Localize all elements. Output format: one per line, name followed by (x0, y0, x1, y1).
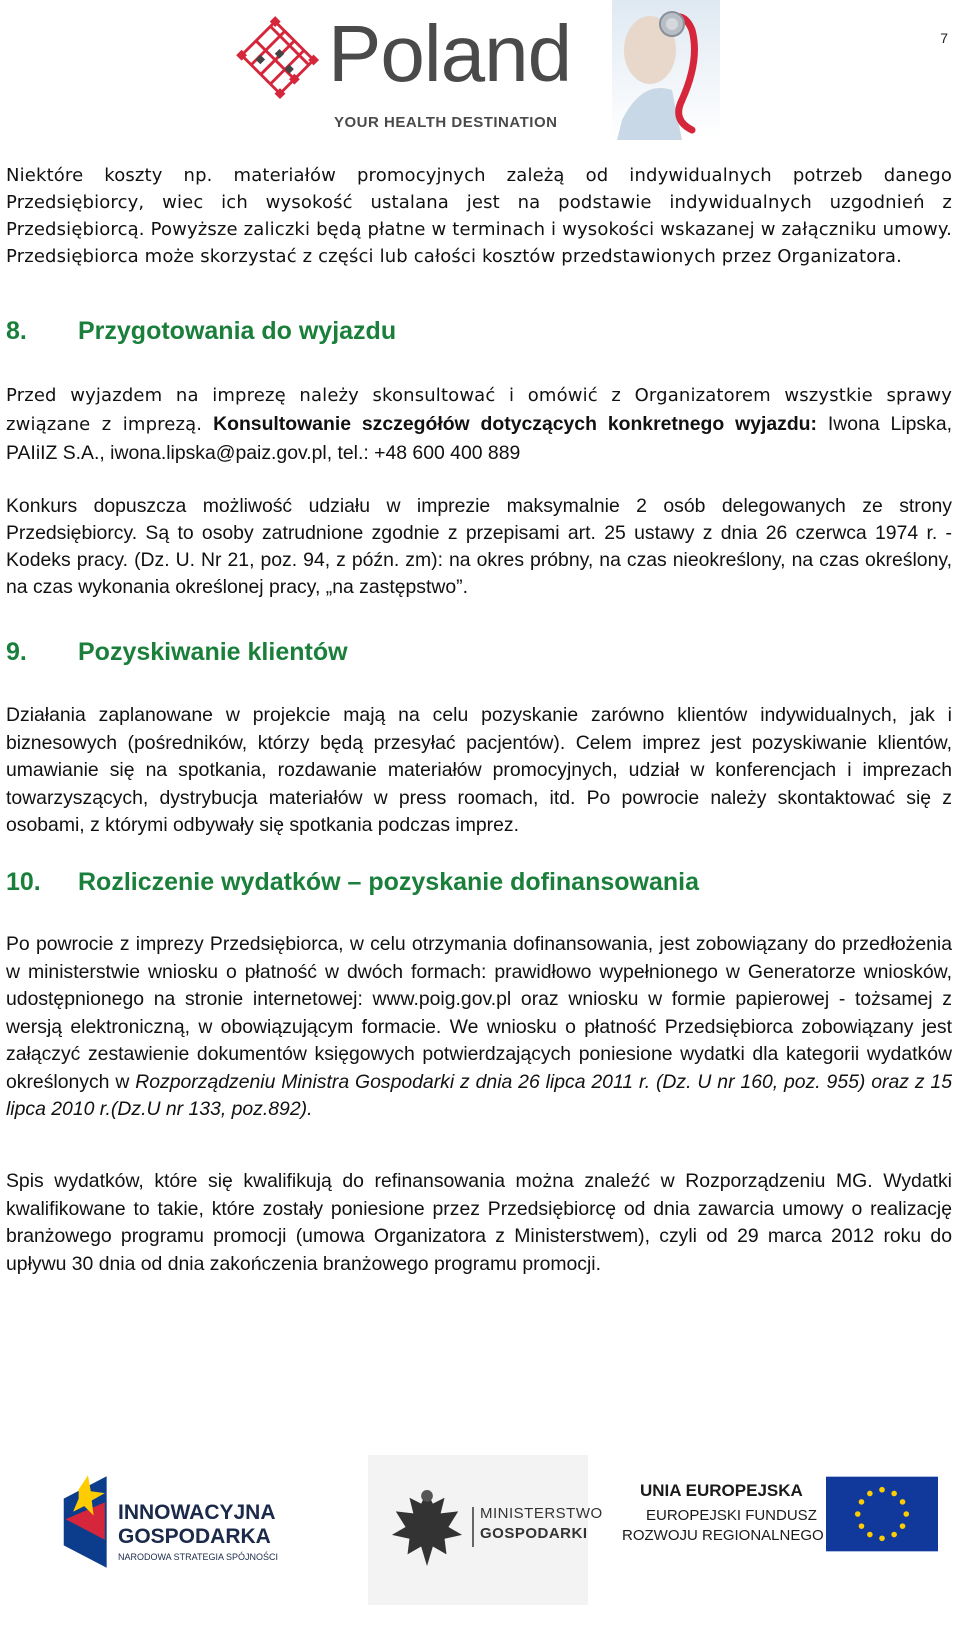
section-10-title: Rozliczenie wydatków – pozyskanie dofinansowania (78, 868, 699, 896)
ue-line-2: EUROPEJSKI FUNDUSZ (646, 1507, 817, 1524)
section-8-heading (6, 316, 396, 346)
section-10-regulation: Rozporządzeniu Ministra Gospodarki z dnia 26 lipca 2011 r. (Dz. U nr 160, poz. 955) oraz z 15 lipca 2010 r.(Dz.U nr 133, poz.892). (6, 1070, 952, 1120)
doctor-stethoscope-image (612, 0, 720, 140)
section-8-contact-label: Konsultowanie szczegółów dotyczących konkretnego wyjazdu: (213, 413, 817, 435)
polish-eagle-icon (388, 1483, 466, 1573)
section-9-title: Pozyskiwanie klientów (78, 638, 348, 666)
ministerstwo-gospodarki-logo (368, 1455, 603, 1605)
intro-paragraph: Niektóre koszty np. materiałów promocyjnych zależą od indywidualnych potrzeb danego Przedsiębiorcy, wiec ich wysokość ustalana jest na podstawie indywidualnych uzgodnień z Przedsiębiorcą. Powyższe zaliczki będą płatne w terminach i wysokości wskazanej w załączniku umowy. Przedsiębiorca może skorzystać z części lub całości kosztów przedstawionych przez Organizatora. (6, 165, 952, 267)
page-number: 7 (940, 30, 948, 46)
ig-shape-icon (60, 1467, 116, 1577)
section-9-number: 9. (6, 638, 27, 666)
section-9-heading (6, 637, 348, 667)
unia-europejska-logo (600, 1475, 940, 1595)
poland-health-logo (232, 8, 632, 136)
ig-line-2: GOSPODARKA (118, 1525, 271, 1548)
section-10-number: 10. (6, 868, 41, 896)
section-10-text: Po powrocie z imprezy Przedsiębiorca, w celu otrzymania dofinansowania, jest zobowiązany do przedłożenia w ministerstwie wniosku o płatność w dwóch formach: prawidłowo wypełnionego w Generatorze wniosków, udostępnionego na stronie internetowej: www.poig.gov.pl oraz wniosku w formie papierowej - tożsamej z wersją elektroniczną, w obowiązującym formacie. We wniosku o płatność Przedsiębiorca zobowiązany jest załączyć zestawienie dokumentów księgowych potwierdzających poniesione wydatki dla kategorii wydatków określonych w (6, 933, 952, 1093)
ue-line-3: ROZWOJU REGIONALNEGO (622, 1527, 824, 1544)
section-9-paragraph-1: Działania zaplanowane w projekcie mają na celu pozyskanie zarówno klientów indywidualnych, jak i biznesowych (pośredników, którzy będą przesyłać pacjentów). Celem imprez jest pozyskiwanie klientów, umawianie się na spotkania, rozdawanie materiałów promocyjnych, udział w konferencjach i imprezach towarzyszących, dystrybucja materiałów w press roomach, itd. Po powrocie należy skontaktować się z osobami, z którymi odbywały się spotkania podczas imprez. (6, 704, 952, 836)
section-8-paragraph-1 (6, 381, 952, 467)
section-8-number: 8. (6, 317, 27, 345)
ministry-divider (472, 1507, 474, 1547)
eu-flag-icon (826, 1475, 938, 1553)
section-10-paragraph-2: Spis wydatków, które się kwalifikują do refinansowania można znaleźć w Rozporządzeniu MG. Wydatki kwalifikowane to takie, które zostały poniesione przez Przedsiębiorcę od dnia zawarcia umowy o realizację branżowego programu promocji (umowa Organizatora z Ministerstwem), czyli od 29 marca 2012 roku do upływu 30 dnia od dnia zakończenia branżowego programu promocji. (6, 1170, 952, 1275)
logo-wordmark: Poland (328, 9, 572, 98)
ministry-line-1: MINISTERSTWO (480, 1505, 603, 1522)
section-8-text: Przed wyjazdem na imprezę należy skonsultować i omówić z Organizatorem wszystkie sprawy związane z imprezą. (6, 385, 952, 435)
ig-line-3: NARODOWA STRATEGIA SPÓJNOŚCI (118, 1552, 279, 1562)
ue-line-1: UNIA EUROPEJSKA (640, 1481, 803, 1500)
section-8-paragraph-2: Konkurs dopuszcza możliwość udziału w imprezie maksymalnie 2 osób delegowanych ze strony Przedsiębiorcy. Są to osoby zatrudnione zgodnie z przepisami art. 25 ustawy z dnia 26 czerwca 1974 r. - Kodeks pracy. (Dz. U. Nr 21, poz. 94, z późn. zm): na okres próbny, na czas nieokreślony, na czas określony, na czas wykonania określonej pracy, „na zastępstwo”. (6, 495, 952, 598)
section-10-paragraph-1 (6, 931, 952, 1124)
lattice-heart-icon (232, 12, 328, 108)
footer-logos (0, 1455, 960, 1643)
logo-tagline: YOUR HEALTH DESTINATION (334, 114, 558, 131)
section-8-title: Przygotowania do wyjazdu (78, 317, 397, 345)
section-8-contact: Iwona Lipska, PAIiIZ S.A., iwona.lipska@paiz.gov.pl, tel.: +48 600 400 889 (6, 413, 952, 464)
ig-line-1: INNOWACYJNA (118, 1501, 276, 1524)
innowacyjna-gospodarka-logo (60, 1467, 300, 1607)
ministry-line-2: GOSPODARKI (480, 1525, 588, 1542)
section-10-heading (6, 867, 699, 897)
